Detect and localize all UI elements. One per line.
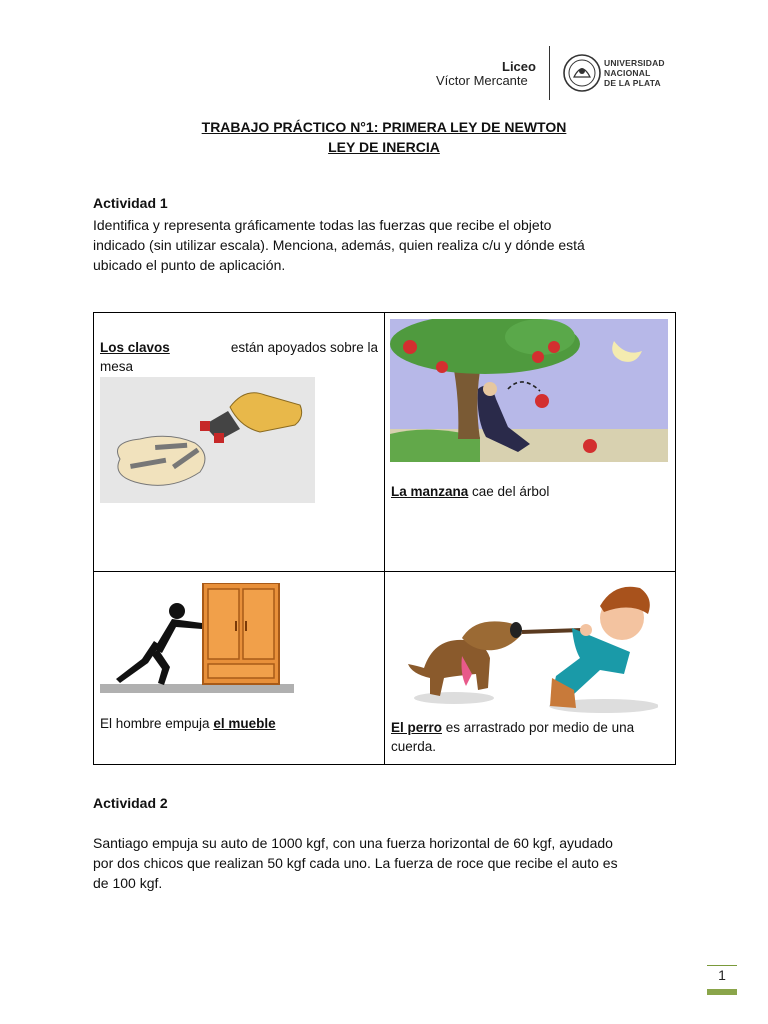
cell-furniture-text: El hombre empuja el mueble [100,716,276,731]
man-pushing-furniture-illustration [100,583,296,695]
page-number: 1 [718,967,726,983]
nails-magnet-illustration [100,377,315,503]
dog-rope-illustration [404,578,658,718]
cell-apple-text: La manzana cae del árbol [391,484,550,499]
header-divider [549,46,550,100]
liceo-name-sub: Víctor Mercante [436,73,528,88]
unlp-seal-icon [562,51,602,95]
activity1-heading: Actividad 1 [93,195,168,211]
activity1-text: Identifica y representa gráficamente todas las fuerzas que recibe el objeto indicado (sin utilizar escala). Menciona, además, quien realiza c/u y dónde está ubicado el punto de aplicación. [93,217,585,273]
activity2-text: Santiago empuja su auto de 1000 kgf, con una fuerza horizontal de 60 kgf, ayudado por dos chicos que realizan 50 kgf cada uno. La fuerza de roce que recibe el auto es de 100 kgf. [93,835,618,891]
page-title: TRABAJO PRÁCTICO N°1: PRIMERA LEY DE NEWTON [201,119,567,135]
activity2-heading: Actividad 2 [93,795,168,811]
liceo-name: Liceo [502,59,536,74]
university-name: UNIVERSIDAD NACIONAL DE LA PLATA [604,58,665,88]
cell-dog-text: El perro es arrastrado por medio de una cuerda. [391,720,635,754]
table-divider-horizontal [93,571,676,572]
page-subtitle: LEY DE INERCIA [328,139,440,155]
page-number-bar [707,989,737,995]
apple-tree-illustration [390,319,668,462]
cell-nails-text: Los clavos están apoyados sobre la mesa [100,340,378,374]
table-divider-vertical [384,312,385,765]
page-number-rule [707,965,737,966]
